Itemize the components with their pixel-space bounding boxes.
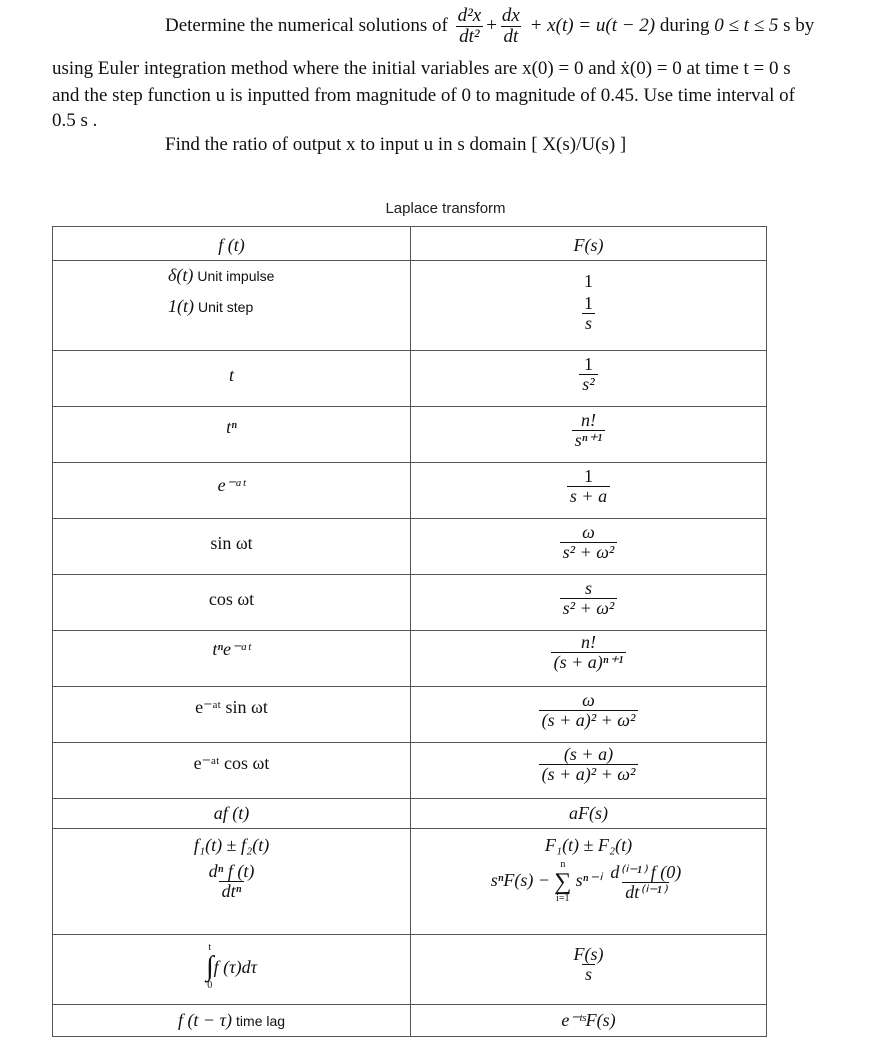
damped-sine-transform <box>539 691 639 730</box>
impulse-function: δ(t) <box>168 265 194 285</box>
table-row <box>53 631 767 687</box>
time-lag-function: f (t − τ) <box>177 1010 233 1030</box>
frac-denominator: s <box>582 313 595 333</box>
second-derivative-fraction <box>455 6 485 47</box>
header-time-domain: f (t) <box>218 235 245 255</box>
derivative-function <box>206 862 258 901</box>
cosine-transform <box>560 579 618 618</box>
frac-denominator: s <box>582 964 595 984</box>
ramp-transform <box>579 355 597 394</box>
derivative-lead: sⁿF(s) − <box>490 869 551 890</box>
frac-numerator: dx <box>501 5 520 26</box>
scaled-transform: aF(s) <box>569 803 608 823</box>
time-lag-cell <box>53 1010 410 1031</box>
time-lag-label: time lag <box>236 1013 286 1029</box>
sum-transform: F₁(t) ± F₂(t) <box>544 835 633 855</box>
table-row <box>53 519 767 575</box>
table-row <box>53 687 767 743</box>
exp-function: e⁻ᵃᵗ <box>217 475 246 495</box>
impulse-transform: 1 <box>584 271 593 291</box>
cosine-function: cos ωt <box>208 589 255 609</box>
frac-denominator: (s + a)ⁿ⁺¹ <box>551 652 627 672</box>
summation-upper: n <box>560 859 566 870</box>
step-transform <box>581 294 596 333</box>
summation-icon: n ∑ i=1 <box>554 859 572 904</box>
row-step <box>168 296 410 317</box>
plus-sign: + <box>486 14 497 36</box>
frac-numerator: 1 <box>584 354 593 374</box>
step-label: Unit step <box>198 299 254 315</box>
derivative-transform <box>411 860 766 904</box>
header-s-domain: F(s) <box>573 235 604 255</box>
impulse-label: Unit impulse <box>197 268 275 284</box>
sum-transform-block <box>411 835 766 856</box>
table-row <box>53 799 767 829</box>
first-derivative-fraction <box>499 6 523 47</box>
damped-cosine-transform <box>539 745 639 784</box>
table-row <box>53 351 767 407</box>
summation-lower: i=1 <box>556 893 570 904</box>
table-row <box>53 1005 767 1037</box>
frac-denominator: s + a <box>567 486 610 506</box>
time-lag-transform: e⁻ᵗˢF(s) <box>561 1010 616 1030</box>
frac-denominator: (s + a)² + ω² <box>539 710 639 730</box>
table-row <box>53 407 767 463</box>
table-row <box>53 261 767 351</box>
frac-denominator: s² + ω² <box>560 542 618 562</box>
frac-numerator: dⁿ f (t) <box>208 861 255 881</box>
scaled-function: af (t) <box>213 803 250 823</box>
power-transform <box>572 411 606 450</box>
frac-numerator: d²x <box>457 5 482 26</box>
table-row <box>53 743 767 799</box>
frac-denominator: s² + ω² <box>560 598 618 618</box>
damped-cosine-function: e⁻ᵃᵗ cos ωt <box>193 753 270 773</box>
frac-numerator: 1 <box>584 466 593 486</box>
tn-exp-transform <box>551 633 627 672</box>
initial-derivative-fraction <box>607 863 684 902</box>
table-row <box>53 829 767 935</box>
problem-line-3: and the step function u is inputted from magnitude of 0 to magnitude of 0.45. Use time interval of <box>52 85 795 106</box>
frac-numerator: F(s) <box>573 944 604 964</box>
ramp-function: t <box>228 365 234 385</box>
time-range: 0 ≤ t ≤ 5 <box>714 14 779 36</box>
frac-numerator: n! <box>581 632 596 652</box>
table-caption: Laplace transform <box>385 200 506 217</box>
integral-function <box>206 943 257 991</box>
row-impulse <box>168 265 410 286</box>
integrand: f (τ)dτ <box>213 956 258 977</box>
summation-power: sⁿ⁻ⁱ <box>575 869 602 890</box>
during-word: during <box>659 14 710 36</box>
frac-denominator: s² <box>579 374 597 394</box>
frac-numerator: d⁽ⁱ⁻¹⁾ f (0) <box>610 861 682 882</box>
problem-line-4: 0.5 s . <box>52 110 98 131</box>
frac-denominator: dt <box>501 26 522 47</box>
problem-line-1 <box>165 6 814 47</box>
problem-line-2: using Euler integration method where the initial variables are x(0) = 0 and ẋ(0) = 0 at time t = 0 s <box>52 58 791 79</box>
problem-statement <box>0 0 891 160</box>
frac-denominator: dt⁽ⁱ⁻¹⁾ <box>622 882 669 902</box>
table-row <box>53 935 767 1005</box>
problem-intro: Determine the numerical solutions of <box>165 14 448 36</box>
exp-transform <box>567 467 610 506</box>
frac-denominator: dt² <box>456 26 482 47</box>
frac-denominator: (s + a)² + ω² <box>539 764 639 784</box>
time-unit: s by <box>783 14 815 36</box>
power-function: tⁿ <box>226 417 237 437</box>
step-function: 1(t) <box>168 296 194 316</box>
frac-numerator: (s + a) <box>563 744 614 764</box>
integral-lower: 0 <box>207 980 213 991</box>
integral-transform <box>571 945 607 984</box>
sum-function: f₁(t) ± f₂(t) <box>193 835 270 855</box>
table-header-row <box>53 227 767 261</box>
tn-exp-function: tⁿe⁻ᵃᵗ <box>212 639 251 659</box>
table-row <box>53 575 767 631</box>
derivative-block <box>53 862 410 901</box>
sum-function-block <box>53 835 410 856</box>
integral-icon: t ∫ 0 <box>205 942 214 991</box>
sine-transform <box>560 523 618 562</box>
damped-sine-function: e⁻ᵃᵗ sin ωt <box>195 697 268 717</box>
frac-numerator: 1 <box>584 293 593 313</box>
problem-question: Find the ratio of output x to input u in s domain [ X(s)/U(s) ] <box>165 134 627 155</box>
laplace-table <box>52 226 767 1037</box>
frac-numerator: s <box>584 578 592 598</box>
frac-denominator: dtⁿ <box>219 881 245 901</box>
frac-numerator: ω <box>582 690 595 710</box>
integral-upper: t <box>208 942 212 953</box>
sine-function: sin ωt <box>210 533 253 553</box>
frac-denominator: sⁿ⁺¹ <box>572 430 606 450</box>
frac-numerator: n! <box>580 410 596 430</box>
equation-rest: + x(t) = u(t − 2) <box>529 14 656 36</box>
frac-numerator: ω <box>582 522 595 542</box>
table-row <box>53 463 767 519</box>
